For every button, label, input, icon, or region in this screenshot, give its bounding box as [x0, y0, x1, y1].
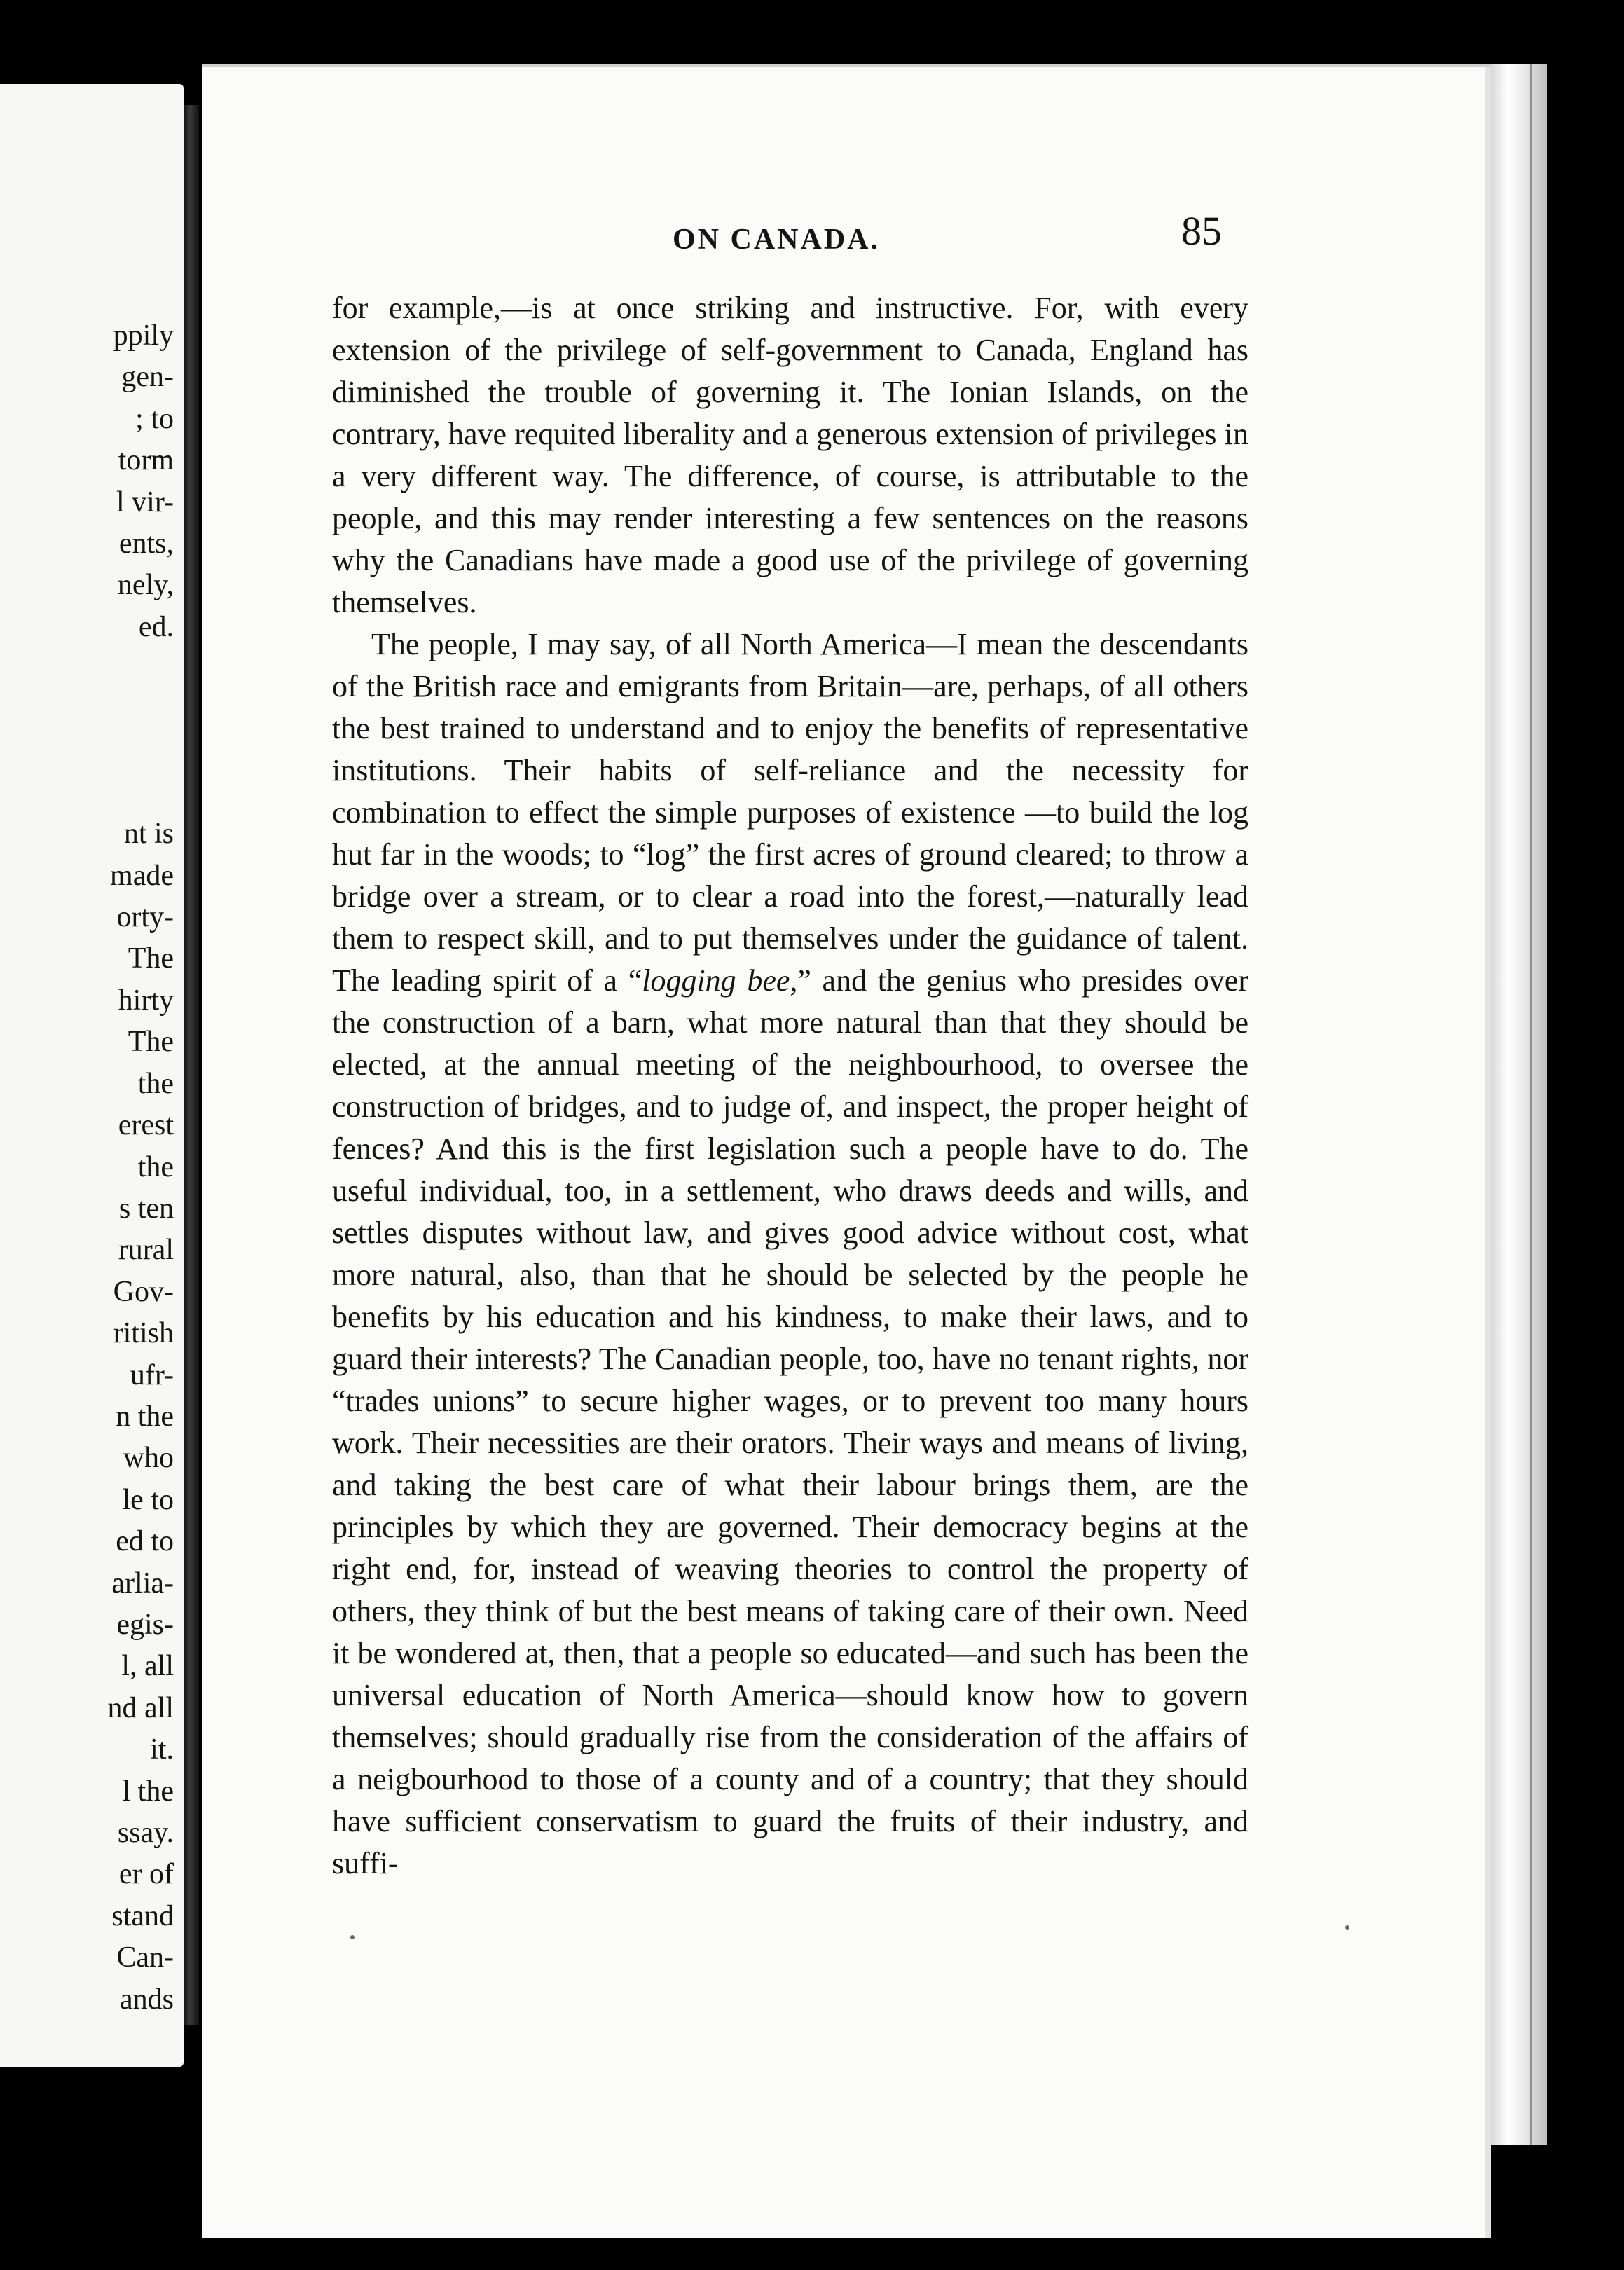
left-line: made — [110, 859, 174, 892]
left-line: l vir- — [116, 486, 174, 518]
left-line: ents, — [118, 528, 174, 560]
left-line: the — [137, 1067, 174, 1100]
left-line: ufr- — [130, 1358, 174, 1391]
left-page-text — [0, 315, 184, 2021]
paragraph — [332, 624, 1248, 1885]
left-line: ssay. — [117, 1817, 174, 1849]
left-line: Gov- — [113, 1275, 174, 1308]
left-line: orty- — [116, 901, 174, 934]
left-line: The — [128, 1026, 174, 1059]
left-line: rural — [118, 1234, 174, 1267]
left-page-gap — [0, 648, 184, 813]
left-line: s ten — [118, 1192, 174, 1225]
left-line: nd all — [107, 1691, 174, 1724]
left-line: erest — [118, 1109, 174, 1142]
page-number: 85 — [1181, 208, 1222, 254]
left-line: ; to — [135, 402, 174, 435]
left-facing-page — [0, 84, 184, 2067]
left-line: the — [137, 1150, 174, 1183]
left-line: er of — [118, 1858, 174, 1891]
paragraph: for example,—is at once striking and instructive. For, with every extension of the privilege of self-government to Canada, England has diminished the trouble of governing it. The Ionian Islands, on the contrary, have requited liberality and a generous extension of privileges in a very different way. The difference, of course, is attributable to the people, and this may render interesting a few sentences on the reasons why the Canadians have made a good use of the privilege of governing themselves. — [332, 291, 1248, 619]
left-line: egis- — [116, 1608, 174, 1641]
left-line: ed to — [116, 1525, 174, 1558]
left-line: hirty — [118, 984, 174, 1017]
left-line: stand — [111, 1899, 174, 1932]
left-line: gen- — [121, 361, 174, 394]
left-line: nt is — [123, 818, 174, 851]
italic-phrase: logging bee — [642, 963, 790, 998]
left-line: ands — [120, 1983, 174, 2016]
left-line: n the — [116, 1400, 174, 1433]
speck — [350, 1935, 355, 1939]
body-text — [332, 287, 1248, 1885]
left-line: l, all — [121, 1650, 174, 1683]
book-gutter — [184, 105, 199, 2025]
left-line: ritish — [113, 1317, 174, 1350]
running-head: ON CANADA. — [673, 223, 880, 256]
left-line: ed. — [138, 610, 174, 643]
paragraph-text: The people, I may say, of all North America—I mean the descendants of the British race and emigrants from Britain—are, perhaps, of all others the best trained to understand and to enjoy the benefits of representative institutions. Their habits of self-reliance and the necessity for combination to effect the simple purposes of existence —to build the log hut far in the woods; to “log” the first acres of ground cleared; to throw a bridge over a stream, or to clear a road into the forest,—naturally lead them to respect skill, and to put themselves under the guidance of talent. The leading spirit of a “ — [332, 627, 1248, 998]
speck — [1345, 1925, 1349, 1930]
left-line: who — [123, 1442, 174, 1475]
page-edge — [1491, 64, 1547, 2145]
left-line: l the — [122, 1775, 174, 1808]
left-line: The — [128, 942, 174, 975]
left-line: Can- — [116, 1941, 174, 1974]
left-line: arlia- — [111, 1567, 174, 1600]
paragraph-text: ,” and the genius who presides over the construction of a barn, what more natural than that they should be elected, at the annual meeting of the neighbourhood, to oversee the construction of bridges, and to judge of, and inspect, the proper height of fences? And this is the first legislation such a people have to do. The useful individual, too, in a settlement, who draws deeds and wills, and settles disputes without law, and gives good advice without cost, what more natural, also, than that he should be selected by the people he benefits by his education and his kindness, to make their laws, and to guard their interests? The Canadian people, too, have no tenant rights, nor “trades unions” to secure higher wages, or to prevent too many hours work. Their necessities are their orators. Their ways and means of living, and taking the best care of what their labour brings them, are the principles by which they are governed. Their democracy begins at the right end, for, instead of weaving theories to control the property of others, they think of but the best means of taking care of their own. Need it be wondered at, then, that a people so educated—and such has been the universal education of North America—should know how to govern themselves; should gradually rise from the consideration of the affairs of a neigbourhood to those of a county and of a country; that they should have sufficient conservatism to guard the fruits of their industry, and suffi- — [332, 963, 1248, 1880]
left-line: le to — [122, 1483, 174, 1516]
left-line: ppily — [113, 319, 174, 352]
left-line: it. — [150, 1733, 174, 1766]
left-line: torm — [118, 444, 174, 477]
left-line: nely, — [117, 569, 174, 602]
